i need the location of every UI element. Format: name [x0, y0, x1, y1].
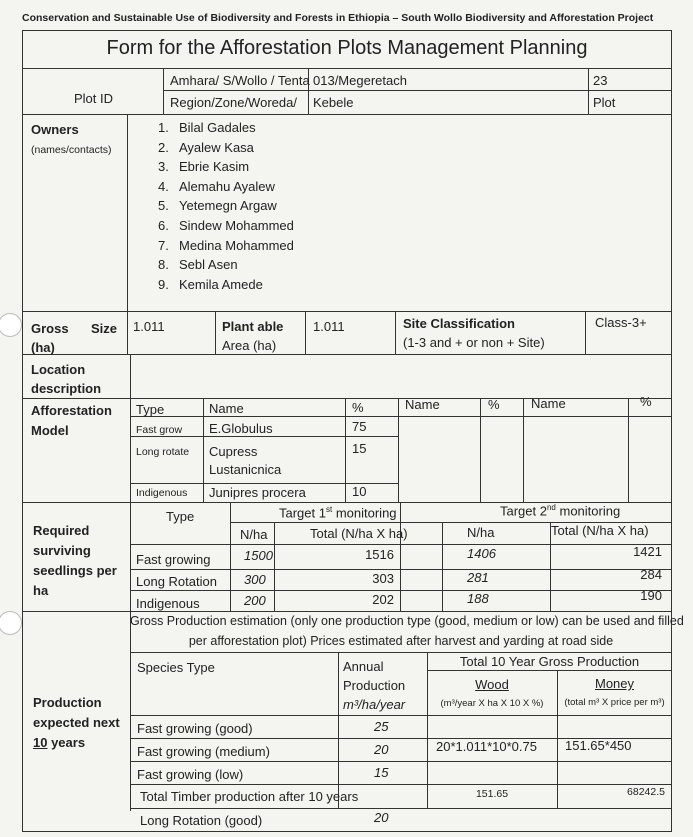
location-label: Location [31, 362, 86, 377]
owner-item: 1. Bilal Gadales [158, 120, 256, 135]
binder-hole [0, 313, 22, 337]
seedlings-row-t2: 1421 [633, 544, 662, 559]
divider [400, 502, 401, 611]
seedlings-row-n1: 300 [244, 572, 266, 587]
model-row-pct: 10 [352, 484, 367, 499]
plot-number-label: Plot [593, 95, 616, 110]
divider [130, 808, 672, 809]
seedlings-row-t1: 202 [372, 592, 394, 607]
divider [628, 398, 629, 502]
divider [163, 90, 672, 91]
production-note: per afforestation plot) Prices estimated after harvest and yarding at road side [188, 634, 614, 648]
seedlings-row-n1: 200 [244, 593, 266, 608]
owner-item: 8. Sebl Asen [158, 257, 238, 273]
model-col-pct: % [352, 400, 364, 415]
site-class-value: Class-3+ [595, 315, 647, 330]
owner-item: 5. Yetemegn Argaw [158, 198, 277, 214]
seedlings-row-type: Fast growing [136, 552, 211, 567]
seedlings-row-type: Long Rotation [136, 574, 217, 589]
divider [338, 652, 339, 808]
seedlings-row-n2: 188 [467, 591, 489, 606]
production-row-annual: 25 [374, 719, 389, 734]
owner-item: 7. Medina Mohammed [158, 237, 294, 253]
divider [427, 652, 428, 808]
binder-hole [0, 611, 22, 635]
gross-size-label: Gross [31, 321, 69, 336]
divider [523, 398, 524, 502]
divider [215, 311, 216, 354]
divider [398, 398, 399, 502]
seedlings-row-n1: 1500 [244, 548, 273, 563]
production-col-species: Species Type [137, 660, 215, 675]
owner-item: 2. Ayalew Kasa [158, 139, 254, 155]
model-row-name: Junipres procera [209, 485, 306, 500]
divider [130, 354, 131, 811]
divider [22, 114, 672, 115]
divider [442, 522, 443, 611]
model-col-name: Name [531, 396, 566, 411]
owners-label: Owners [31, 122, 79, 137]
plantable-sublabel: Area (ha) [222, 338, 277, 353]
seedlings-col-total: Total (N/ha X ha) [551, 523, 649, 538]
project-header: Conservation and Sustainable Use of Biodiversity and Forests in Ethiopia – South Wollo Biodiversity and Afforestation Project [22, 12, 654, 24]
divider [345, 398, 346, 502]
model-col-pct: % [488, 397, 500, 412]
production-total-money: 68242.5 [627, 786, 665, 798]
production-total-label: Total Timber production after 10 years [140, 789, 359, 804]
production-row-money: 151.65*450 [565, 738, 632, 753]
form-title: Form for the Afforestation Plots Management Planning [106, 37, 588, 59]
divider [22, 68, 672, 69]
divider [230, 502, 231, 611]
model-row-type: Indigenous [136, 487, 188, 499]
production-total-wood: 151.65 [475, 788, 509, 800]
seedlings-row-t2: 190 [640, 588, 662, 603]
gross-size-value: 1.011 [133, 319, 165, 334]
divider [274, 522, 275, 611]
site-class-label: Site Classification [403, 316, 515, 331]
divider [585, 311, 586, 354]
plot-number-value: 23 [593, 73, 608, 88]
divider [130, 715, 672, 716]
owners-sublabel: (names/contacts) [31, 144, 112, 156]
production-row-annual: 15 [374, 765, 389, 780]
model-label: Model [31, 423, 69, 438]
region-value: Amhara/ S/Wollo / Tenta [170, 73, 310, 88]
production-label: 10 years [33, 735, 86, 750]
model-row-name: Cupress [209, 444, 258, 459]
production-col-annual: Annual [343, 659, 384, 674]
divider [588, 68, 589, 114]
divider [130, 784, 672, 785]
seedlings-label: ha [33, 583, 49, 598]
seedlings-row-t1: 1516 [365, 547, 394, 562]
seedlings-row-n2: 1406 [467, 546, 496, 561]
site-class-sublabel: (1-3 and + or non + Site) [403, 335, 545, 350]
model-row-name: E.Globulus [209, 421, 273, 436]
divider [130, 761, 672, 762]
region-label: Region/Zone/Woreda/ [170, 95, 297, 110]
seedlings-col-monitoring-2: Target 2nd monitoring [500, 503, 621, 519]
seedlings-row-type: Indigenous [136, 596, 200, 611]
plantable-label: Plant able [222, 319, 284, 334]
divider [305, 311, 306, 354]
divider [130, 416, 672, 417]
owner-item: 6. Sindew Mohammed [158, 217, 294, 233]
divider [22, 611, 672, 612]
seedlings-col-total: Total (N/ha X ha) [310, 526, 408, 541]
divider [130, 436, 398, 437]
owner-item: 3. Ebrie Kasim [158, 159, 250, 175]
divider [427, 670, 672, 671]
divider [127, 114, 128, 354]
model-col-type: Type [136, 402, 165, 417]
model-row-name: Lustanicnica [209, 462, 282, 477]
production-row-annual: 20 [374, 810, 389, 825]
seedlings-row-t2: 284 [640, 567, 662, 582]
production-row-type: Fast growing (medium) [137, 744, 270, 759]
plantable-value: 1.011 [313, 319, 345, 334]
divider [130, 652, 672, 653]
seedlings-row-t1: 303 [372, 571, 394, 586]
production-row-type: Fast growing (good) [137, 721, 253, 736]
production-label: Production [33, 695, 102, 710]
production-label: expected next [33, 715, 120, 730]
production-col-wood: Wood [475, 677, 509, 692]
production-col-money-formula: (total m³ X price per m³) [564, 697, 665, 708]
divider [395, 311, 396, 354]
seedlings-col-type: Type [166, 509, 195, 524]
production-note: Gross Production estimation (only one production type (good, medium or low) can be used and filled [130, 614, 684, 628]
production-row-wood: 20*1.011*10*0.75 [436, 739, 537, 754]
divider [22, 398, 672, 399]
model-col-name: Name [209, 401, 244, 416]
model-row-type: Fast grow [136, 424, 183, 436]
production-col-wood-formula: (m³/year X ha X 10 X %) [440, 698, 544, 709]
divider [203, 398, 204, 502]
divider [163, 68, 164, 114]
seedlings-col-nha: N/ha [240, 527, 268, 542]
seedlings-col-monitoring-1: Target 1st monitoring [279, 505, 397, 521]
gross-size-label: Size [91, 321, 118, 336]
plot-id-label: Plot ID [74, 91, 114, 106]
production-col-annual-unit: m³/ha/year [343, 697, 406, 712]
model-row-pct: 75 [352, 419, 367, 434]
production-row-type: Long Rotation (good) [140, 813, 263, 828]
model-col-name: Name [405, 397, 440, 412]
seedlings-label: Required [33, 523, 90, 538]
kebele-label: Kebele [313, 95, 354, 110]
production-col-money: Money [594, 676, 635, 691]
seedlings-row-n2: 281 [467, 570, 489, 585]
production-col-annual: Production [343, 678, 406, 693]
production-row-annual: 20 [374, 742, 389, 757]
location-label: description [31, 381, 102, 396]
production-col-total: Total 10 Year Gross Production [459, 654, 640, 669]
gross-size-unit: (ha) [31, 340, 55, 355]
owner-item: 9. Kemila Amede [158, 276, 263, 292]
kebele-value: 013/Megeretach [313, 73, 407, 88]
model-row-type: Long rotate [136, 446, 190, 458]
seedlings-label: surviving [33, 543, 91, 558]
seedlings-label: seedlings per [33, 563, 117, 578]
owner-item: 4. Alemahu Ayalew [158, 178, 275, 194]
divider [22, 311, 672, 312]
divider [480, 398, 481, 502]
model-row-pct: 15 [352, 441, 367, 456]
divider [22, 354, 672, 355]
production-row-type: Fast growing (low) [137, 767, 244, 782]
model-col-pct: % [640, 394, 652, 409]
model-label: Afforestation [31, 403, 112, 418]
seedlings-col-nha: N/ha [467, 525, 495, 540]
